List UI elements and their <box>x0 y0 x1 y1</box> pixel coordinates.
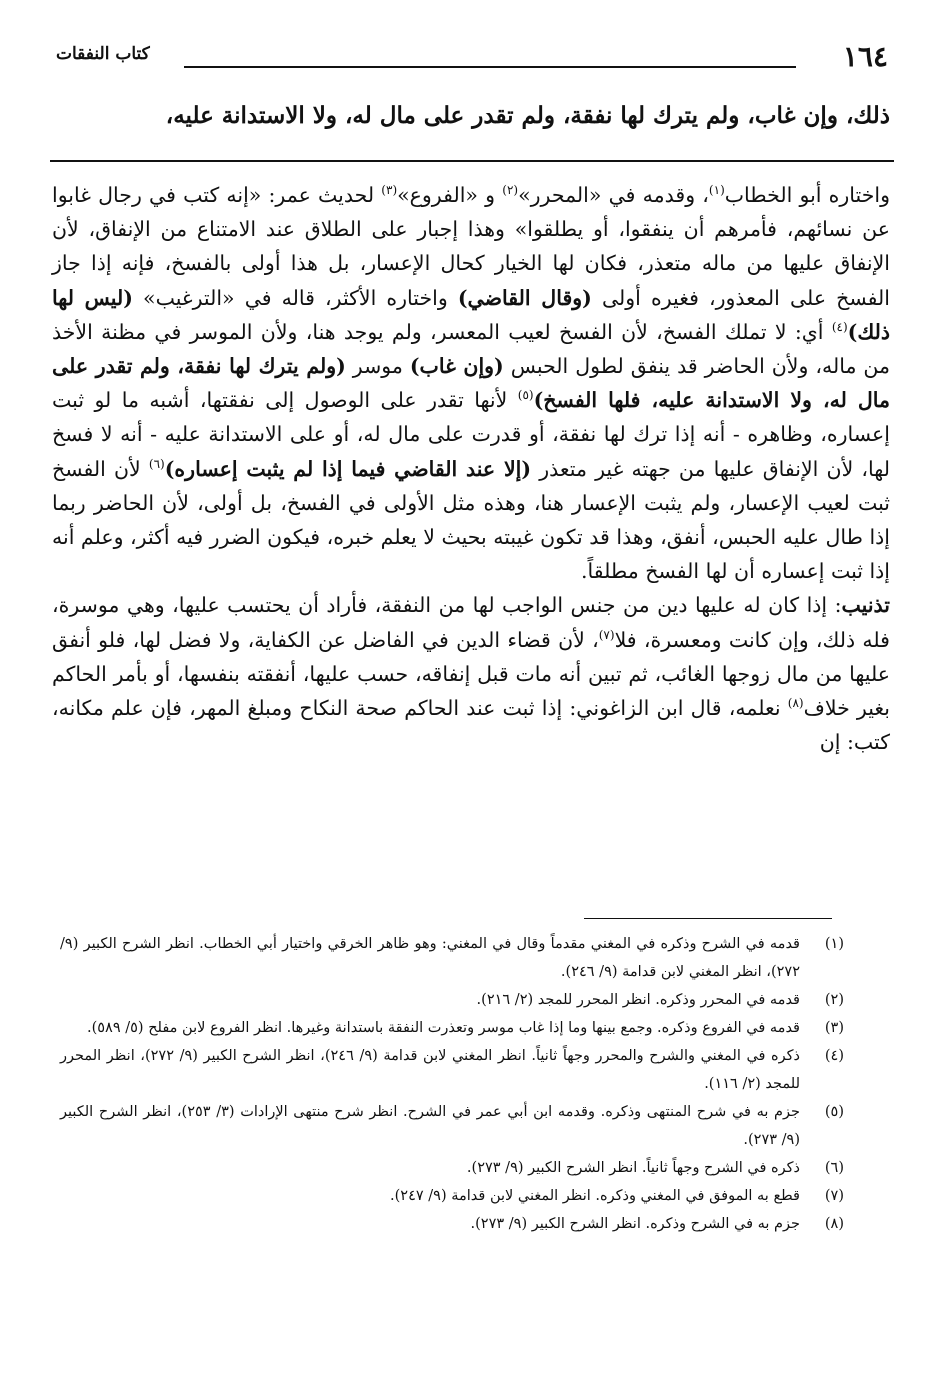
commentary-body <box>52 178 890 759</box>
matn-quote: (وإن غاب) <box>409 354 504 379</box>
body-text: ، لأن قضاء الدين في الفاضل عن الكفاية، ولا فضل لها، فلو أنفق عليها من مال زوجها الغائب، ثم تبين أنه مات قبل إنفاقه، حسب عليها، أنفقته بنفسها، أو بأمر الحاكم بغير خلاف <box>52 627 890 721</box>
footnote-number: (٦) <box>824 1160 844 1176</box>
footnote-text: جزم به في الشرح وذكره. انظر الشرح الكبير (٩/ ٢٧٣). <box>470 1216 800 1232</box>
footnote-number: (٧) <box>824 1188 844 1204</box>
footnote <box>60 930 844 986</box>
footnote-ref: (٢) <box>502 183 519 198</box>
footnote-number: (٢) <box>824 992 844 1008</box>
footnote-number: (٨) <box>824 1216 844 1232</box>
matn-divider <box>50 160 894 162</box>
body-text: و «الفروع» <box>397 183 503 207</box>
footnote-text: جزم به في شرح المنتهى وذكره. وقدمه ابن أبي عمر في الشرح. انظر شرح منتهى الإرادات (٣/ ٢٥٣)، انظر الشرح الكبير (٩/ ٢٧٣). <box>60 1104 801 1148</box>
body-text: ، وقدمه في «المحرر» <box>518 183 709 207</box>
footnote-ref: (٣) <box>381 183 398 198</box>
footnote <box>60 1182 844 1210</box>
footnote-text: قدمه في الفروع وذكره. وجمع بينها وما إذا غاب موسر وتعذرت النفقة باستدانة وغيرها. انظر الفروع لابن مفلح (٥/ ٥٨٩). <box>86 1020 800 1036</box>
matn-quote: (إلا عند القاضي فيما إذا لم يثبت إعساره) <box>164 456 532 481</box>
body-text: واختاره الأكثر، قاله في «الترغيب» <box>132 285 458 310</box>
footnote-number: (١) <box>824 936 844 952</box>
footnote-text: ذكره في الشرح وجهاً ثانياً. انظر الشرح الكبير (٩/ ٢٧٣). <box>466 1160 800 1176</box>
footnote-text: قطع به الموفق في المغني وذكره. انظر المغني لابن قدامة (٩/ ٢٤٧). <box>390 1188 800 1204</box>
matn-text: ذلك، وإن غاب، ولم يترك لها نفقة، ولم تقدر على مال له، ولا الاستدانة عليه، <box>165 102 890 129</box>
footnote-ref: (٦) <box>148 456 165 471</box>
body-text: موسر <box>345 354 410 379</box>
footnote-text: قدمه في الشرح وذكره في المغني مقدماً وقال في المغني: وهو ظاهر الخرقي واختيار أبي الخطاب. انظر الشرح الكبير (٩/ ٢٧٢)، انظر المغني لابن قدامة (٩/ ٢٤٦). <box>60 936 800 980</box>
footnotes <box>60 930 844 1238</box>
footnote-text: ذكره في المغني والشرح والمحرر وجهاً ثانياً. انظر المغني لابن قدامة (٩/ ٢٤٦)، انظر الشرح الكبير (٩/ ٢٧٢)، انظر المحرر للمجد (٢/ ١١٦). <box>60 1048 800 1092</box>
matn-quote: (ليس لها ذلك) <box>52 285 890 344</box>
body-text: لأن الفسخ ثبت لعيب الإعسار، ولم يثبت الإعسار هنا، وهذه مثل الأولى في الفسخ، بل أولى، لأن الحاضر ربما إذا طال عليه الحبس، أنفق، وهذا قد تكون غيبته بحيث لا يعلم خبره، فيكون الضرر فيه أكثر، وعلم أنه إذا ثبت إعساره أن لها الفسخ مطلقاً. <box>52 456 890 584</box>
paragraph <box>52 178 890 588</box>
footnote-ref: (٥) <box>517 388 534 403</box>
running-title: كتاب النفقات <box>56 44 150 64</box>
matn-quote: (وقال القاضي) <box>457 285 592 310</box>
page-number: ١٦٤ <box>842 40 888 73</box>
footnote-text: قدمه في المحرر وذكره. انظر المحرر للمجد (٢/ ٢١٦). <box>476 992 800 1008</box>
paragraph <box>52 588 890 759</box>
footnote-ref: (٧) <box>598 627 615 642</box>
footnote-ref: (٨) <box>787 696 804 711</box>
footnote-number: (٥) <box>824 1104 844 1120</box>
body-text: نعلمه، قال ابن الزاغوني: إذا ثبت عند الحاكم صحة النكاح ومبلغ المهر، فإن علم مكانه، كتب: إن <box>52 696 890 755</box>
header-rule <box>184 66 796 68</box>
page-header <box>56 36 888 80</box>
footnote <box>60 1098 844 1154</box>
footnote-ref: (٤) <box>831 319 848 334</box>
footnote-number: (٤) <box>824 1048 844 1064</box>
body-text: لحديث عمر: «إنه كتب في رجال غابوا عن نسائهم، فأمرهم أن ينفقوا، أو يطلقوا» وهذا إجبار على الطلاق عند الامتناع من الإنفاق، لأن الإنفاق عليها من ماله متعذر، فكان لها الخيار كحال الإعسار، بل هذا أولى بالفسخ، فإنه إذا جاز الفسخ على المعذور، فغيره أولى <box>52 183 890 310</box>
footnote <box>60 1154 844 1182</box>
footnote <box>60 1042 844 1098</box>
body-text: : إذا كان له عليها دين من جنس الواجب لها من النفقة، فأراد أن يحتسب عليها، وهي موسرة، فله ذلك، وإن كانت ومعسرة، فلا <box>52 593 890 652</box>
body-text: أي: لا تملك الفسخ، لأن الفسخ لعيب المعسر، ولم يوجد هنا، ولأن الموسر في مظنة الأخذ من ماله، ولأن الحاضر قد ينفق لطول الحبس <box>52 319 891 379</box>
footnote-ref: (١) <box>708 183 725 198</box>
section-label: تذنيب <box>841 593 890 618</box>
body-text: لأنها تقدر على الوصول إلى نفقتها، أشبه ما لو ثبت إعساره، وظاهره - أنه إذا ترك لها نفقة، أو قدرت على مال له، أو على الاستدانة عليه - أنه لا فسخ لها، لأن الإنفاق عليها من جهته غير متعذر <box>52 388 890 481</box>
footnote <box>60 986 844 1014</box>
footnote-number: (٣) <box>824 1020 844 1036</box>
footnote <box>60 1210 844 1238</box>
footnote-divider <box>584 918 832 919</box>
footnote <box>60 1014 844 1042</box>
matn-quote: (ولم يترك لها نفقة، ولم تقدر على مال له، ولا الاستدانة عليه، فلها الفسخ) <box>52 354 890 413</box>
body-text: واختاره أبو الخطاب <box>724 183 891 207</box>
